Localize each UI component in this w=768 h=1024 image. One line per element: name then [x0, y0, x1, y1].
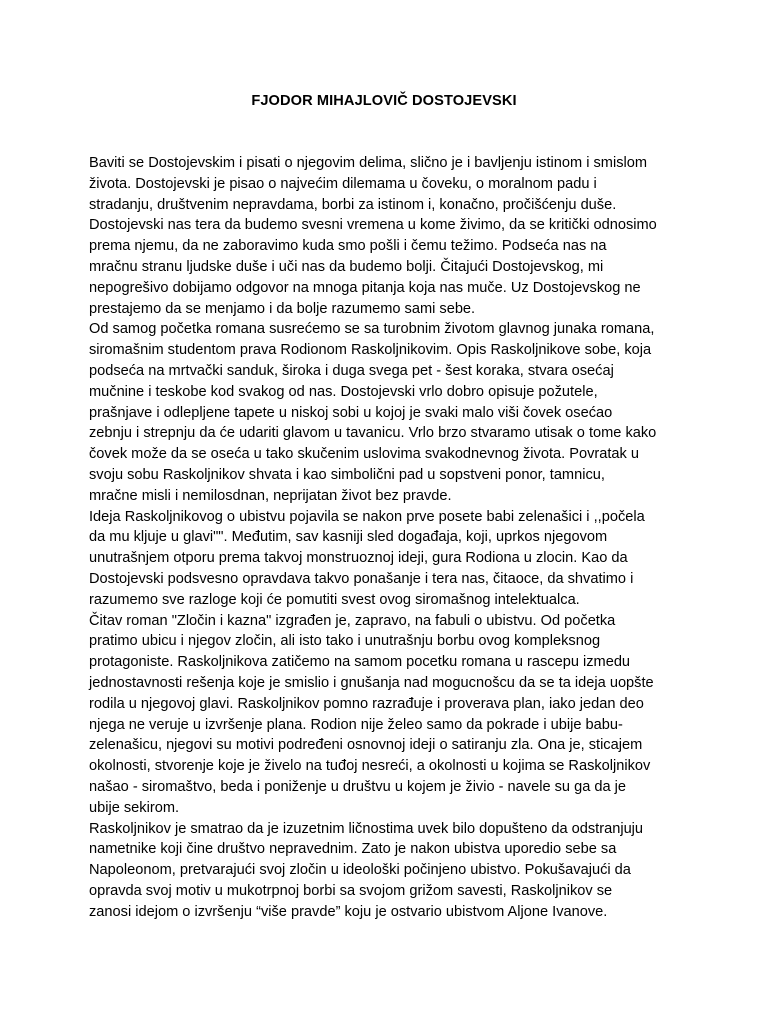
body-line: stradanju, društvenim nepravdama, borbi za istinom i, konačno, pročišćenju duše. — [89, 196, 617, 213]
body-line: prestajemo da se menjamo i da bolje razumemo sami sebe. — [89, 300, 476, 317]
body-line: Od samog početka romana susrećemo se sa turobnim životom glavnog junaka romana, — [89, 321, 655, 338]
body-line: svoju sobu Raskoljnikov shvata i kao simbolični pad u sopstveni ponor, tamnicu, — [89, 466, 605, 483]
body-line: ubije sekirom. — [89, 799, 180, 816]
body-line: da mu kljuje u glavi"". Međutim, sav kasniji sled događaja, koji, uprkos njegovom — [89, 529, 608, 546]
body-line: zelenašicu, njegovi su motivi podređeni osnovnoj ideji o satiranju zla. Ona je, sticajem — [89, 737, 643, 754]
body-line: mračnu stranu ljudske duše i uči nas da budemo bolji. Čitajući Dostojevskog, mi — [89, 258, 604, 275]
body-line: prema njemu, da ne zaboravimo kuda smo pošli i čemu težimo. Podseća nas na — [89, 238, 607, 255]
body-line: mračne misli i nemilosdnan, neprijatan život bez pravde. — [89, 487, 452, 504]
body-line: prašnjave i odlepljene tapete u niskoj sobi u kojoj je svaki malo viši čovek osećao — [89, 404, 613, 421]
body-line: protagoniste. Raskoljnikova zatičemo na samom pocetku romana u rascepu izmedu — [89, 654, 631, 671]
body-line: zebnju i strepnju da će udariti glavom u tavanicu. Vrlo brzo stvaramo utisak o tome kako — [89, 425, 657, 442]
body-line: našao - siromaštvo, beda i poniženje u društvu u kojem je živio - navele su ga da je — [89, 778, 627, 795]
document-body — [89, 153, 709, 922]
body-line: Raskoljnikov je smatrao da je izuzetnim ličnostima uvek bilo dopušteno da odstranjuju — [89, 820, 644, 837]
body-line: pratimo ubicu i njegov zločin, ali isto tako i unutrašnju borbu ovog kompleksnog — [89, 633, 601, 650]
body-line: Dostojevski podsvesno opravdava takvo ponašanje i tera nas, čitaoce, da shvatimo i — [89, 570, 634, 587]
body-line: Dostojevski nas tera da budemo svesni vremena u kome živimo, da se kritički odnosimo — [89, 217, 657, 234]
body-line: Ideja Raskoljnikovog o ubistvu pojavila se nakon prve posete babi zelenašici i ,,počela — [89, 508, 645, 525]
body-line: razumemo sve razloge koji će pomutiti svest ovog siromašnog intelektualca. — [89, 591, 580, 608]
body-line: života. Dostojevski je pisao o najvećim dilemama u čoveku, o moralnom padu i — [89, 175, 597, 192]
body-line: unutrašnjem otporu prema takvoj monstruoznoj ideji, gura Rodiona u zlocin. Kao da — [89, 550, 628, 567]
body-line: Baviti se Dostojevskim i pisati o njegovim delima, slično je i bavljenju istinom i smislom — [89, 155, 648, 171]
body-line: čovek može da se oseća u tako skučenim uslovima svakodnevnog života. Povratak u — [89, 446, 639, 463]
body-line: Napoleonom, pretvarajući svoj zločin u ideološki počinjeno ubistvo. Pokušavajući da — [89, 862, 631, 879]
document-title: FJODOR MIHAJLOVIČ DOSTOJEVSKI — [251, 93, 517, 109]
body-line: okolnosti, stvorenje koje je živelo na tuđoj nesreći, a okolnosti u kojima se Raskoljnikov — [89, 758, 651, 775]
body-line: njega ne veruje u izvršenje plana. Rodion nije želeo samo da pokrade i ubije babu- — [89, 716, 623, 733]
body-line: nepogrešivo dobijamo odgovor na mnoga pitanja koja nas muče. Uz Dostojevskog ne — [89, 279, 641, 296]
body-line: podseća na mrtvački sanduk, široka i duga svega pet - šest koraka, stvara osećaj — [89, 362, 614, 379]
body-line: rodila u njegovoj glavi. Raskoljnikov pomno razrađuje i proverava plan, iako jedan deo — [89, 695, 644, 712]
body-line: Čitav roman "Zločin i kazna" izgrađen je, zapravo, na fabuli o ubistvu. Od početka — [89, 612, 616, 629]
body-line: siromašnim studentom prava Rodionom Raskoljnikovim. Opis Raskoljnikove sobe, koja — [89, 342, 652, 359]
body-line: zanosi idejom o izvršenju “više pravde” koju je ostvario ubistvom Aljone Ivanove. — [89, 903, 608, 920]
body-line: opravda svoj motiv u mukotrpnoj borbi sa svojom grižom savesti, Raskoljnikov se — [89, 882, 613, 899]
body-line: jednostavnosti rešenja koje je smislio i gnušanja nad mogucnošcu da se ta ideja uopšte — [89, 674, 654, 691]
body-line: mučnine i teskobe kod svakog od nas. Dostojevski vrlo dobro opisuje požutele, — [89, 383, 598, 400]
body-line: nametnike koji čine društvo nepravednim. Zato je nakon ubistva uporedio sebe sa — [89, 841, 617, 858]
